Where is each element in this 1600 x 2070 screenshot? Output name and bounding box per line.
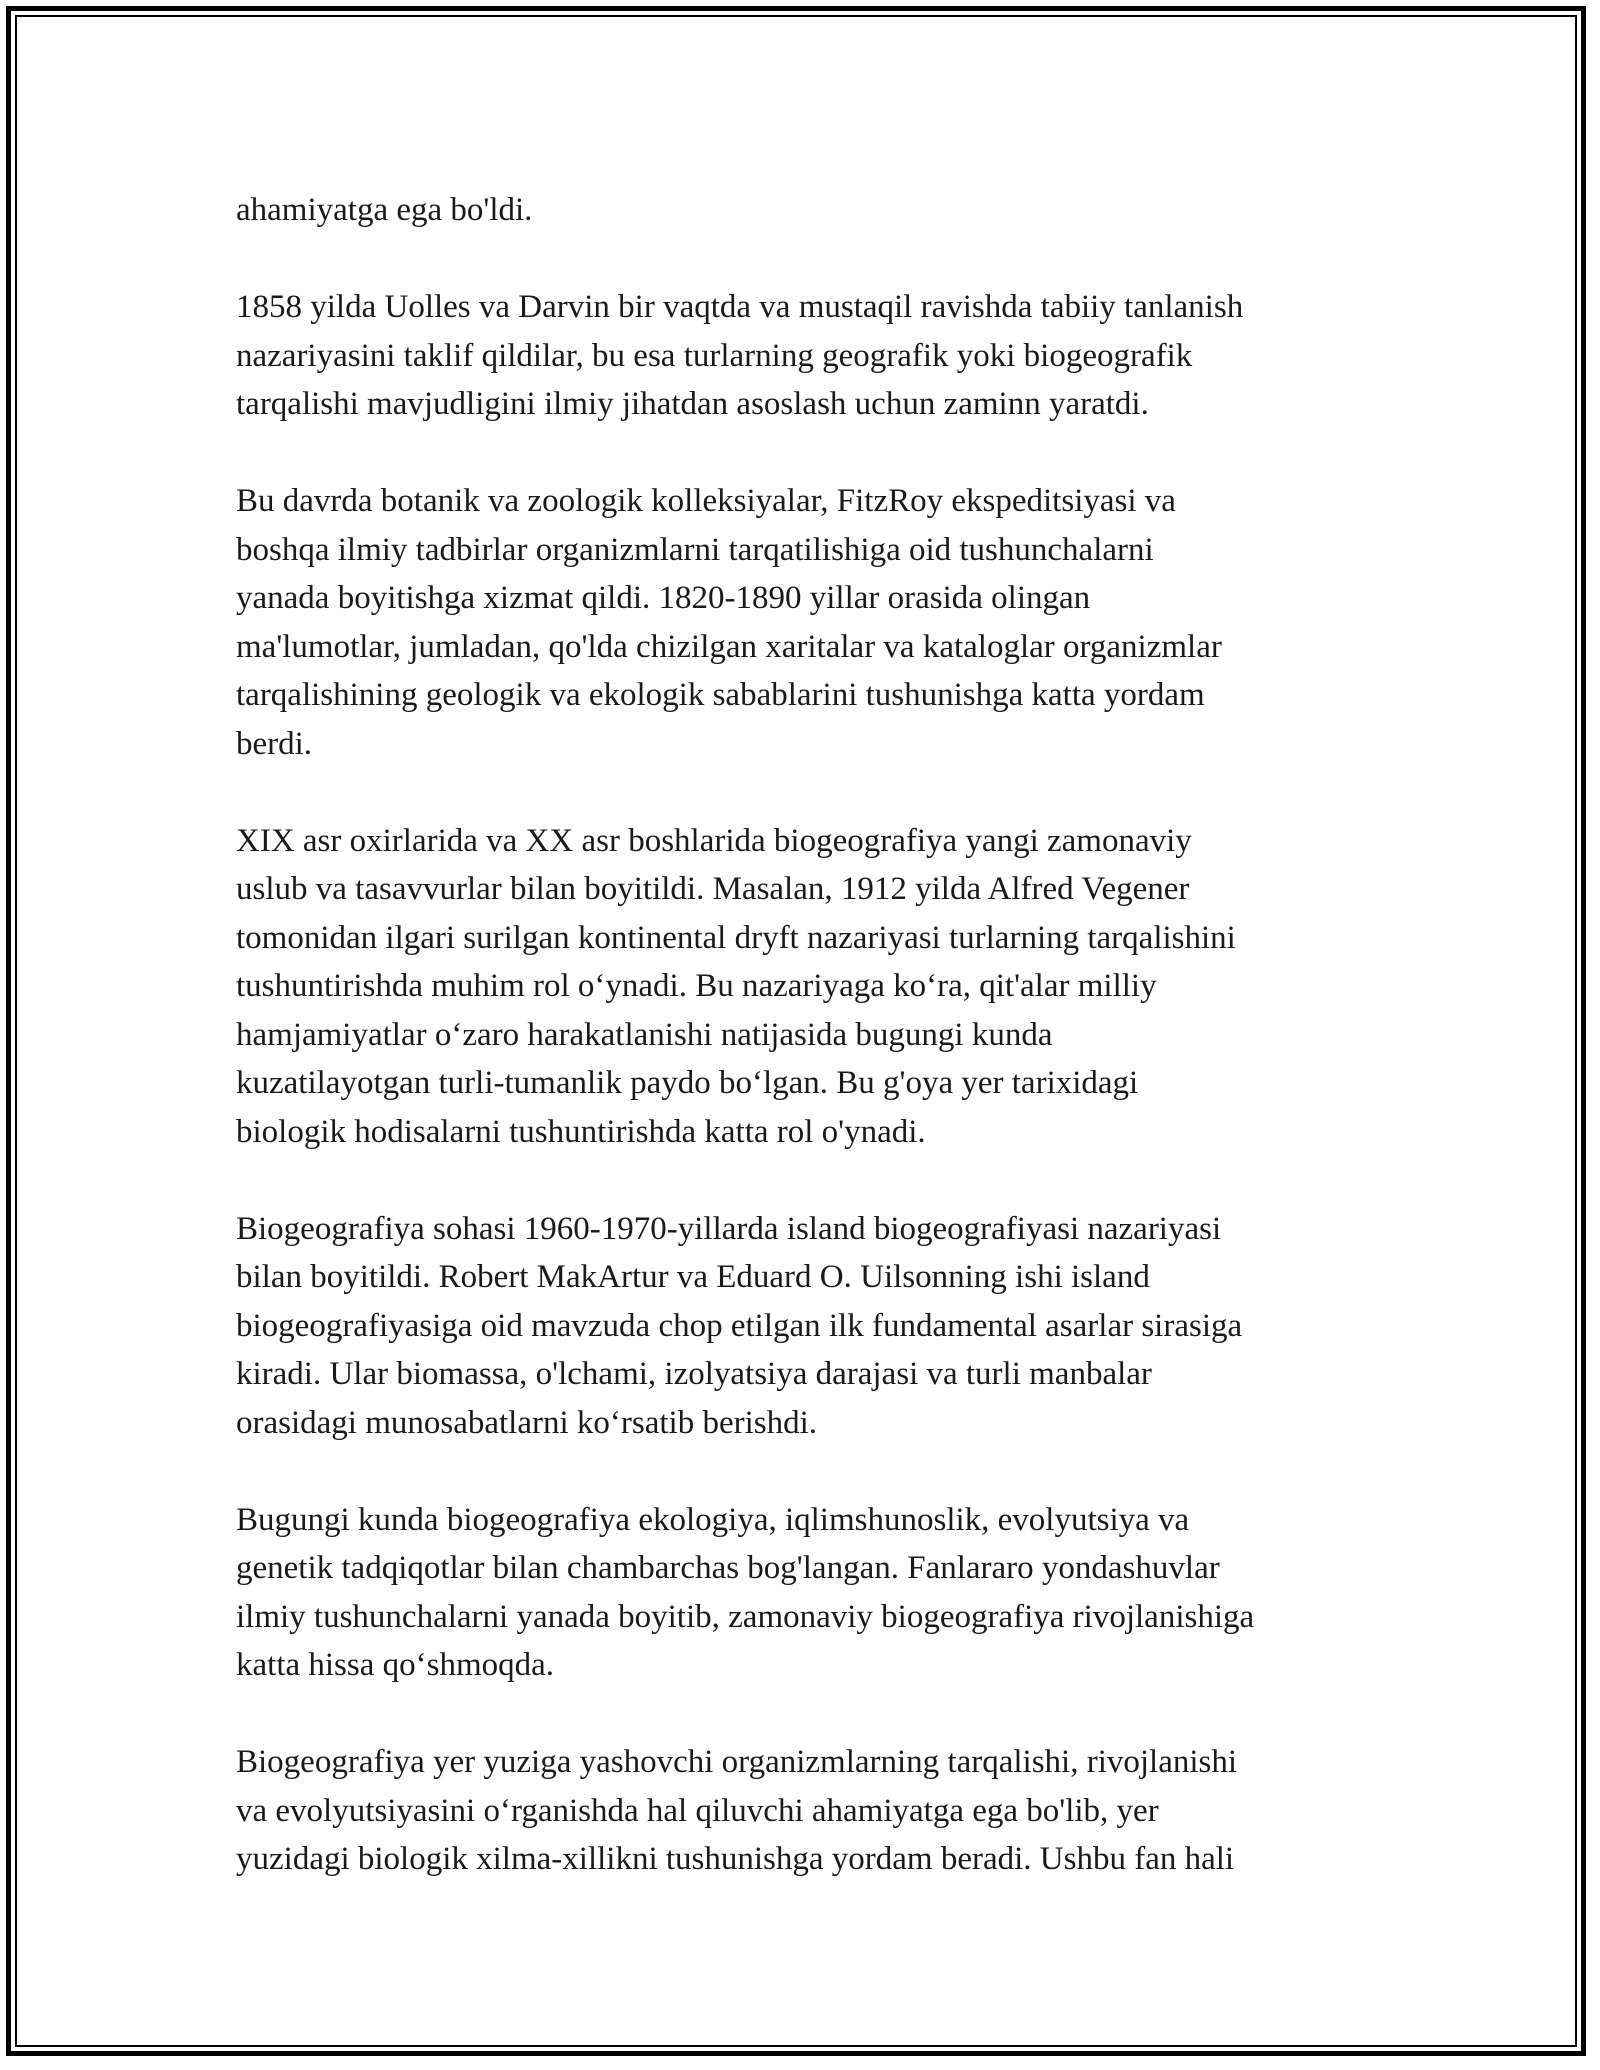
paragraph-3: Bu davrda botanik va zoologik kolleksiyalar, FitzRoy ekspeditsiyasi va boshqa ilmiy tadbirlar organizmlarni tarqatilishiga oid tushunchalarni yanada boyitishga xizmat qildi. 1820-1890 yillar orasida olingan ma'lumotlar, jumladan, qo'lda chizilgan xaritalar va kataloglar organizmlar tarqalishining geologik va ekologik sabablarini tushunishga katta yordam berdi. <box>236 483 1222 762</box>
paragraph-1: ahamiyatga ega bo'ldi. <box>236 192 533 228</box>
paragraph-7: Biogeografiya yer yuziga yashovchi organizmlarning tarqalishi, rivojlanishi va evolyutsiyasini o‘rganishda hal qiluvchi ahamiyatga ega bo'lib, yer yuzidagi biologik xilma-xillikni tushunishga yordam beradi. Ushbu fan hali <box>236 1744 1238 1877</box>
paragraph-2: 1858 yilda Uolles va Darvin bir vaqtda va mustaqil ravishda tabiiy tanlanish nazariyasini taklif qildilar, bu esa turlarning geografik yoki biogeografik tarqalishi mavjudligini ilmiy jihatdan asoslash uchun zaminn yaratdi. <box>236 289 1244 422</box>
paragraph-5: Biogeografiya sohasi 1960-1970-yillarda island biogeografiyasi nazariyasi bilan boyitildi. Robert MakArtur va Eduard O. Uilsonning ishi island biogeografiyasiga oid mavzuda chop etilgan ilk fundamental asarlar sirasiga kiradi. Ular biomassa, o'lchami, izolyatsiya darajasi va turli manbalar orasidagi munosabatlarni ko‘rsatib berishdi. <box>236 1210 1243 1441</box>
document-body <box>236 186 1386 1932</box>
paragraph-4: XIX asr oxirlarida va XX asr boshlarida biogeografiya yangi zamonaviy uslub va tasavvurlar bilan boyitildi. Masalan, 1912 yilda Alfred Vegener tomonidan ilgari surilgan kontinental dryft nazariyasi turlarning tarqalishini tushuntirishda muhim rol o‘ynadi. Bu nazariyaga ko‘ra, qit'alar milliy hamjamiyatlar o‘zaro harakatlanishi natijasida bugungi kunda kuzatilayotgan turli-tumanlik paydo bo‘lgan. Bu g'oya yer tarixidagi biologik hodisalarni tushuntirishda katta rol o'ynadi. <box>236 822 1236 1150</box>
paragraph-6: Bugungi kunda biogeografiya ekologiya, iqlimshunoslik, evolyutsiya va genetik tadqiqotlar bilan chambarchas bog'langan. Fanlararo yondashuvlar ilmiy tushunchalarni yanada boyitib, zamonaviy biogeografiya rivojlanishiga katta hissa qo‘shmoqda. <box>236 1501 1255 1683</box>
